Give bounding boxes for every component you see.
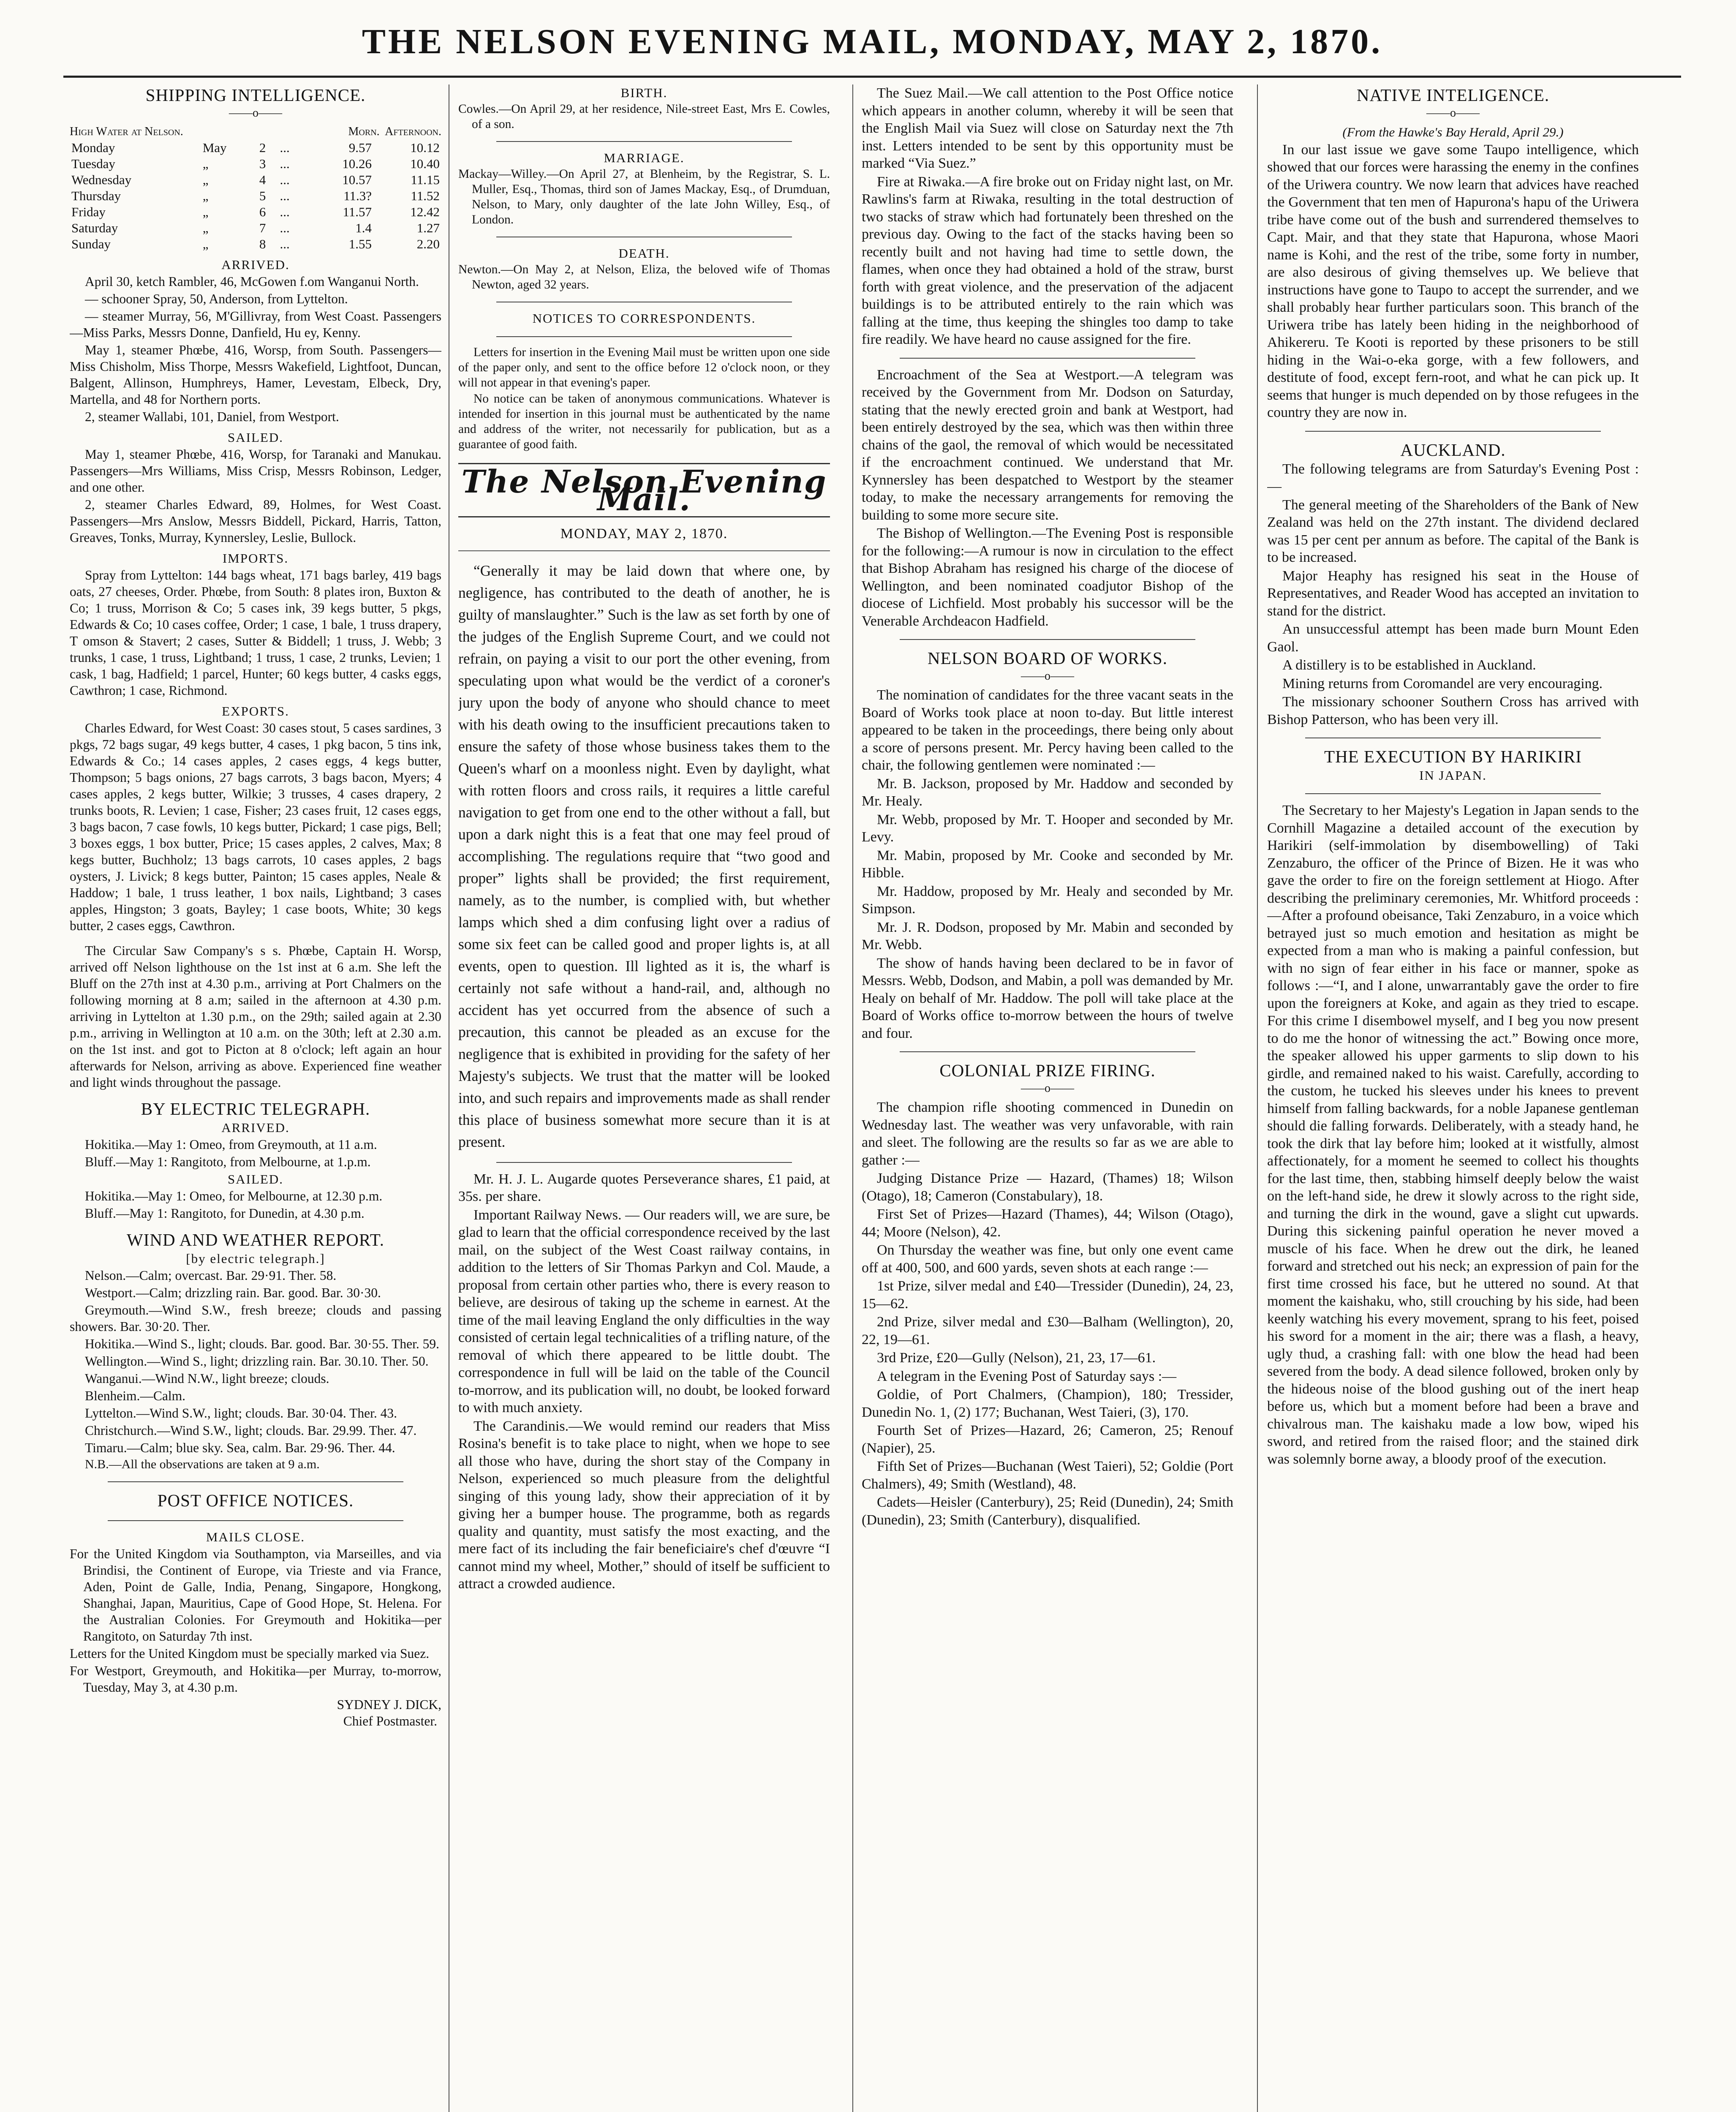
death-notice: Newton.—On May 2, at Nelson, Eliza, the beloved wife of Thomas Newton, aged 32 years. bbox=[458, 263, 830, 291]
column-3 bbox=[862, 84, 1233, 2112]
ornament: ——o—— bbox=[1021, 670, 1074, 683]
mails-close-heading: MAILS CLOSE. bbox=[206, 1530, 305, 1544]
tide-morn-label: Morn. bbox=[348, 125, 380, 138]
board-intro: The nomination of candidates for the three vacant seats in the Board of Works took place at noon to-day. But little interest appeared to be taken in the proceedings, there being only about a score of persons present. Mr. Percy having been called to the chair, the following gentlemen were nominated :— bbox=[862, 687, 1233, 773]
masthead: THE NELSON EVENING MAIL, MONDAY, MAY 2, 1870. bbox=[63, 14, 1681, 78]
divider bbox=[496, 336, 792, 337]
weather-entry: Wellington.—Wind S., light; drizzling rain. Bar. 30.10. Ther. 50. bbox=[85, 1354, 429, 1369]
tide-table-header bbox=[70, 123, 441, 140]
auckland-heading: AUCKLAND. bbox=[1400, 440, 1506, 460]
tide-label: High Water at Nelson. bbox=[70, 125, 183, 138]
encroachment-paragraph: Encroachment of the Sea at Westport.—A telegram was received by the Government from Mr. Dodson on Saturday, stating that the newly erected groin and bank at Westport, had been entirely destroyed by the sea, which was then within three chains of the gaol, the removal of which would be necessitated if the encroachment continued. We understand that Mr. Kynnersley has been despatched to Westport by the steamer today, to make the necessary arrangements for removing the building to some more secure site. bbox=[862, 367, 1233, 523]
death-heading: DEATH. bbox=[618, 246, 670, 261]
divider bbox=[900, 358, 1195, 359]
column-rule bbox=[852, 84, 853, 2112]
exports-heading: EXPORTS. bbox=[222, 704, 289, 719]
board-close: The show of hands having been declared to be in favor of Messrs. Webb, Dodson, and Mabin, a poll was demanded by Mr. Healy on behalf of Mr. Haddow. The poll will take place at the Board of Works office to-morrow between the hours of twelve and four. bbox=[862, 955, 1233, 1041]
tide-row: Thursday „ 5 ... 11.3? 11.52 bbox=[71, 188, 440, 203]
column-rule bbox=[1257, 84, 1258, 2112]
ornament: ——o—— bbox=[1021, 1082, 1074, 1095]
native-source: (From the Hawke's Bay Herald, April 29.) bbox=[1342, 125, 1564, 139]
prize-firing-heading: COLONIAL PRIZE FIRING. bbox=[939, 1061, 1156, 1080]
prize-entry: Fourth Set of Prizes—Hazard, 26; Cameron, 25; Renouf (Napier), 25. bbox=[862, 1423, 1233, 1456]
auckland-item: The general meeting of the Shareholders of the Bank of New Zealand was held on the 27th instant. The dividend declared was 15 per cent per annum as before. The capital of the Bank is to be increased. bbox=[1267, 497, 1639, 565]
phoebe-report: The Circular Saw Company's s s. Phœbe, Captain H. Worsp, arrived off Nelson lighthouse on the 1st inst at 6 a.m. She left the Bluff on the 27th inst at 4.30 p.m., arriving at Port Chalmers on the following morning at 8 a.m; sailed in the afternoon at 4.30 p.m. arriving in Lyttelton at 1.30 p.m., on the 29th; sailed again at 2.30 p.m., arriving in Wellington at 10 a.m. on the 30th; left at 2.30 a.m. on the 1st inst. and got to Picton at 8 o'clock; left again an hour afterwards for Nelson, arriving as above. Experienced fine weather and light winds throughout the passage. bbox=[70, 943, 441, 1090]
postmaster-title: Chief Postmaster. bbox=[343, 1714, 437, 1728]
mail-entry: For Westport, Greymouth, and Hokitika—per Murray, to-morrow, Tuesday, May 3, at 4.30 p.m. bbox=[70, 1663, 441, 1695]
tide-row: Wednesday „ 4 ... 10.57 11.15 bbox=[71, 172, 440, 187]
weather-entry: Nelson.—Calm; overcast. Bar. 29·91. Ther. 58. bbox=[85, 1268, 337, 1283]
harikiri-heading: THE EXECUTION BY HARIKIRI bbox=[1324, 747, 1582, 766]
leader-text: “Generally it may be laid down that where one, by negligence, has contributed to the death of another, he is guilty of manslaughter.” Such is the law as set forth by one of the judges of the English Supreme Court, and we could not refrain, on paying a visit to our port the other evening, from speculating upon what would be the verdict of a coroner's jury upon the body of anyone who should chance to meet with his death owing to the insufficient precautions taken to ensure the safety of those whose business takes them to the Queen's wharf on a moonless night. Even by daylight, what with rotten floors and cross rails, it requires a little careful navigation to get from one end to the other without a fall, but upon a dark night this is a feat that one may feel proud of accomplishing. The regulations require that “two good and proper” lights shall be provided; the first requirement, namely, as to the number, is complied with, but whether lamps which shed a dim confusing light over a radius of some six feet can be called good and proper lights is, at all events, open to question. Ill lighted as it is, the wharf is certainly not safe without a hand-rail, and, although no accident has yet occurred from the absence of such a precaution, this cannot be pleaded as an excuse for the negligence that is exhibited in providing for the safety of her Majesty's subjects. We trust that the matter will be looked into, and such repairs and improvements made as shall render this place of business somewhat more secure than it is at present. bbox=[458, 562, 830, 1150]
post-office-heading: POST OFFICE NOTICES. bbox=[157, 1491, 354, 1510]
telegraph-arrived-heading: ARRIVED. bbox=[221, 1120, 290, 1135]
prize-entry: Cadets—Heisler (Canterbury), 25; Reid (Dunedin), 24; Smith (Dunedin), 23; Smith (Canterbury), disqualified. bbox=[862, 1494, 1233, 1528]
column-4 bbox=[1267, 84, 1639, 2112]
telegraph-entry: Bluff.—May 1: Rangitoto, for Dunedin, at 4.30 p.m. bbox=[85, 1206, 365, 1221]
prize-entry: A telegram in the Evening Post of Saturday says :— bbox=[877, 1368, 1177, 1384]
tide-row: Sunday „ 8 ... 1.55 2.20 bbox=[71, 237, 440, 251]
notice-paragraph: Letters for insertion in the Evening Mail must be written upon one side of the paper only, and sent to the office before 12 o'clock noon, or they will not appear in that evening's paper. bbox=[458, 346, 830, 389]
column-1 bbox=[70, 84, 441, 2112]
arrival-entry: May 1, steamer Phœbe, 416, Worsp, from South. Passengers—Miss Chisholm, Miss Thorpe, Messrs Wakefield, Lightfoot, Duncan, Balgent, Allinson, Humphreys, Hamer, Levestam, Elbeck, Dry, Martella, and 48 for Northern ports. bbox=[70, 343, 441, 407]
prize-entry: On Thursday the weather was fine, but only one event came off at 400, 500, and 600 yards, seven shots at each range :— bbox=[862, 1242, 1233, 1276]
prize-entry: 1st Prize, silver medal and £40—Tressider (Dunedin), 24, 23, 15—62. bbox=[862, 1278, 1233, 1312]
divider bbox=[900, 639, 1195, 640]
nameplate: The Nelson Evening Mail. bbox=[458, 463, 830, 517]
auckland-item: A distillery is to be established in Auckland. bbox=[1282, 657, 1536, 673]
bishop-paragraph: The Bishop of Wellington.—The Evening Post is responsible for the following:—A rumour is now in circulation to the effect that Bishop Abraham has resigned his charge of the diocese of Wellington, and been nominated coadjutor Bishop of the diocese of Lichfield. Most probably his successor will be the Venerable Archdeacon Hadfield. bbox=[862, 525, 1233, 629]
notice-paragraph: No notice can be taken of anonymous communications. Whatever is intended for insertion in this journal must be authenticated by the name and address of the writer, not necessarily for publication, but as a guarantee of good faith. bbox=[458, 392, 830, 451]
divider bbox=[108, 1481, 403, 1482]
marriage-heading: MARRIAGE. bbox=[604, 150, 685, 165]
weather-heading: WIND AND WEATHER REPORT. bbox=[127, 1230, 384, 1249]
prize-entry: Judging Distance Prize — Hazard, (Thames) 18; Wilson (Otago), 18; Cameron (Constabulary), 18. bbox=[862, 1170, 1233, 1204]
notices-heading: NOTICES TO CORRESPONDENTS. bbox=[532, 311, 756, 326]
prize-entry: 3rd Prize, £20—Gully (Nelson), 21, 23, 17—61. bbox=[877, 1350, 1156, 1366]
postmaster-name: SYDNEY J. DICK, bbox=[337, 1697, 441, 1712]
birth-notice: Cowles.—On April 29, at her residence, Nile-street East, Mrs E. Cowles, of a son. bbox=[458, 102, 830, 131]
weather-entry: Westport.—Calm; drizzling rain. Bar. good. Bar. 30·30. bbox=[85, 1285, 381, 1300]
prize-entry: First Set of Prizes—Hazard (Thames), 44; Wilson (Otago), 44; Moore (Nelson), 42. bbox=[862, 1206, 1233, 1240]
sailing-entry: May 1, steamer Phœbe, 416, Worsp, for Taranaki and Manukau. Passengers—Mrs Williams, Miss Crisp, Messrs Robinson, Ledger, and one other. bbox=[70, 447, 441, 495]
mail-entry: For the United Kingdom via Southampton, via Marseilles, and via Brindisi, the Continent of Europe, via Trieste and via France, Aden, Point de Galle, India, Penang, Singapore, Hongkong, Shanghai, Japan, Mauritius, Cape of Good Hope, St. Helena. For the Australian Colonies. For Greymouth and Hokitika—per Rangitoto, on Saturday 7th inst. bbox=[70, 1546, 441, 1644]
weather-entry: Christchurch.—Wind S.W., light; clouds. Bar. 29.99. Ther. 47. bbox=[85, 1423, 417, 1438]
weather-subheading: [by electric telegraph.] bbox=[186, 1251, 325, 1266]
prize-entry: 2nd Prize, silver medal and £30—Balham (Wellington), 20, 22, 19—61. bbox=[862, 1314, 1233, 1347]
native-text: In our last issue we gave some Taupo intelligence, which showed that our forces were harassing the enemy in the confines of the Uriwera country. We now learn that advices have reached the Government that ten men of Hapurona's hapu of the Uriwera tribe have come out of the bush and surrendered themselves to Capt. Mair, and that they state that Hapurona, whose Maori name is Kohi, and the rest of the tribe, some forty in number, are also desirous of giving themselves up. We believe that instructions have gone to Taupo to accept the surrender, and we shall probably hear further particulars soon. This branch of the Uriwera tribe has lately been hiding in the neighborhood of Ahikereru. Te Kooti is reported by these prisoners to be still hiding in the Wai-o-eka gorge, with a few followers, and destitute of food, except fern-root, and what he can pick up. It seems that hunger is much depended on by those refugees in the country they are now in. bbox=[1267, 142, 1639, 420]
nomination: Mr. Haddow, proposed by Mr. Healy and seconded by Mr. Simpson. bbox=[862, 883, 1233, 917]
weather-entry: Lyttelton.—Wind S.W., light; clouds. Bar. 30·04. Ther. 43. bbox=[85, 1406, 397, 1421]
divider bbox=[1305, 793, 1601, 794]
weather-entry: Timaru.—Calm; blue sky. Sea, calm. Bar. 29·96. Ther. 44. bbox=[85, 1440, 395, 1455]
suez-paragraph: The Suez Mail.—We call attention to the Post Office notice which appears in another column, whereby it will be seen that the English Mail via Suez will close on Saturday next the 7th inst. Letters intended to be sent by this opportunity must be marked “Via Suez.” bbox=[862, 85, 1233, 171]
divider bbox=[1305, 431, 1601, 432]
ornament: ——o—— bbox=[229, 106, 282, 120]
board-of-works-heading: NELSON BOARD OF WORKS. bbox=[928, 648, 1167, 668]
tide-row: Saturday „ 7 ... 1.4 1.27 bbox=[71, 220, 440, 235]
harikiri-text: The Secretary to her Majesty's Legation in Japan sends to the Cornhill Magazine a detailed account of the execution by Harikiri (self-immolation by disembowelling) of Taki Zenzaburo, the officer of the Prince of Bizen. He it was who gave the order to fire on the foreign settlement at Hiogo. After describing the preliminary ceremonies, Mr. Whitford proceeds :—After a profound obeisance, Taki Zenzaburo, in a voice which betrayed just so much emotion and hesitation as might be expected from a man who is making a painful confession, but with no sign of fear either in his face or manner, spoke as follows :—“I, and I alone, unwarrantably gave the order to fire upon the foreigners at Koke, and again as they tried to escape. For this crime I disembowel myself, and I beg you now present to do me the honor of witnessing the act.” Bowing once more, the speaker allowed his upper garments to slip down to his girdle, and remained naked to his waist. Carefully, according to the custom, he tucked his sleeves under his knees to prevent himself from falling backwards, for a noble Japanese gentleman should die falling forwards. Deliberately, with a steady hand, he took the dirk that lay before him; looked at it wistfully, almost affectionately, for a moment he seemed to collect his thoughts for the last time, then, stabbing himself deeply below the waist on the left-hand side, he drew it slowly across to the right side, and turning the dirk in the wound, gave a slight cut upwards. During this sickening painful operation he never moved a muscle of his face. When he drew out the dirk, he leaned forward and stretched out his neck; an expression of pain for the first time crossed his face, but he uttered no sound. At that moment the kaishaku, who, still crouching by his side, had been keenly watching his every movement, sprang to his feet, poised his sword for a moment in the air; there was a flash, a heavy, ugly thud, a crashing fall: with one blow the head had been severed from the body. A dead silence followed, broken only by the hideous noise of the blood gushing out of the inert heap before us, which but a moment before had been a brave and chivalrous man. The kaishaku made a low bow, wiped his sword, and retired from the raised floor; and the stained dirk was solemnly borne away, a bloody proof of the execution. bbox=[1267, 803, 1639, 1467]
arrival-entry: 2, steamer Wallabi, 101, Daniel, from Westport. bbox=[85, 409, 339, 424]
nomination: Mr. B. Jackson, proposed by Mr. Haddow and seconded by Mr. Healy. bbox=[862, 776, 1233, 809]
weather-entry: Blenheim.—Calm. bbox=[85, 1388, 185, 1403]
mail-entry: Letters for the United Kingdom must be specially marked via Suez. bbox=[70, 1646, 430, 1661]
telegraph-entry: Hokitika.—May 1: Omeo, for Melbourne, at 12.30 p.m. bbox=[85, 1189, 383, 1203]
telegraph-heading: BY ELECTRIC TELEGRAPH. bbox=[141, 1099, 370, 1119]
nomination: Mr. Webb, proposed by Mr. T. Hooper and seconded by Mr. Levy. bbox=[862, 811, 1233, 845]
fire-paragraph: Fire at Riwaka.—A fire broke out on Friday night last, on Mr. Rawlins's farm at Riwaka, resulting in the total destruction of two stacks of straw which had fortunately been threshed on the previous day. Owing to the fact of the stacks having been so recently built and not having had time to settle down, the flames, when once they had obtained a hold of the straw, burst forth with great violence, and the preservation of the adjacent buildings is to be attributed entirely to the rain which was falling at the time, thus keeping the shingles too damp to take fire readily. We have heard no cause assigned for the fire. bbox=[862, 174, 1233, 347]
shipping-heading: SHIPPING INTELLIGENCE. bbox=[145, 85, 366, 105]
auckland-item: An unsuccessful attempt has been made burn Mount Eden Gaol. bbox=[1267, 621, 1639, 655]
marriage-notice: Mackay—Willey.—On April 27, at Blenheim, by the Registrar, S. L. Muller, Esq., Thomas, third son of James Mackay, Esq., of Drumduan, Nelson, to Mary, only daughter of the late John Willey, Esq., of London. bbox=[458, 167, 830, 226]
auckland-item: The following telegrams are from Saturday's Evening Post :— bbox=[1267, 461, 1639, 494]
telegraph-entry: Hokitika.—May 1: Omeo, from Greymouth, at 11 a.m. bbox=[85, 1137, 377, 1152]
arrival-entry: — steamer Murray, 56, M'Gillivray, from West Coast. Passengers—Miss Parks, Messrs Donne, Danfield, Hu ey, Kenny. bbox=[70, 309, 441, 340]
divider bbox=[496, 1162, 792, 1163]
publication-date: MONDAY, MAY 2, 1870. bbox=[458, 517, 830, 551]
augarde-paragraph: Mr. H. J. L. Augarde quotes Perseverance shares, £1 paid, at 35s. per share. bbox=[458, 1171, 830, 1204]
birth-heading: BIRTH. bbox=[620, 85, 668, 100]
arrived-heading: ARRIVED. bbox=[221, 257, 290, 272]
ornament: ——o—— bbox=[1426, 106, 1480, 120]
railway-paragraph: Important Railway News. — Our readers will, we are sure, be glad to learn that the official correspondence received by the last mail, on the subject of the West Coast railway contains, in addition to the letters of Sir Thomas Parkyn and Col. Maude, a proposal from certain other parties who, there is every reason to believe, are desirous of taking up the scheme in earnest. At the time of the mail leaving England the only difficulties in the way consisted of certain legal technicalities of a trifling nature, of the removal of which there appeared to be little doubt. The correspondence in full will be laid on the table of the Council to-morrow, and its publication will, no doubt, be looked forward to with much anxiety. bbox=[458, 1207, 830, 1415]
auckland-item: Mining returns from Coromandel are very encouraging. bbox=[1282, 675, 1603, 691]
prize-intro: The champion rifle shooting commenced in Dunedin on Wednesday last. The weather was very unfavorable, with rain and sleet. The following are the results so far as we are able to gather :— bbox=[862, 1100, 1233, 1168]
prize-entry: Fifth Set of Prizes—Buchanan (West Taieri), 52; Goldie (Port Chalmers), 49; Smith (Westland), 48. bbox=[862, 1459, 1233, 1492]
sailing-entry: 2, steamer Charles Edward, 89, Holmes, for West Coast. Passengers—Mrs Anslow, Messrs Biddell, Pickard, Harris, Tatton, Greaves, Tonks, Murray, Kynnersley, Leslie, Bullock. bbox=[70, 497, 441, 545]
imports-text: Spray from Lyttelton: 144 bags wheat, 171 bags barley, 419 bags oats, 27 cheeses, Order. Phœbe, from South: 8 plates iron, Buxton & Co; 1 truss, Morrison & Co; 5 cases ink, 39 kegs butter, 5 pkgs, Edwards & Co; 10 cases coffee, Order; 1 case, 1 bale, 1 truss drapery, T omson & Stavert; 2 cases, Sutter & Biddell; 1 truss, J. Webb; 3 trunks, 1 case, 1 truss, Lightband; 1 truss, 1 case, 2 trunks, Levien; 1 cask, 1 bag, Hadfield; 1 parcel, Hunter; 60 kegs butter, 4 casks eggs, Cawthron; 1 case, Richmond. bbox=[70, 568, 441, 698]
auckland-item: Major Heaphy has resigned his seat in the House of Representatives, and Reader Wood has accepted an invitation to stand for the district. bbox=[1267, 568, 1639, 619]
weather-entry: Greymouth.—Wind S.W., fresh breeze; clouds and passing showers. Bar. 30·20. Ther. bbox=[70, 1303, 441, 1334]
tide-row: Tuesday „ 3 ... 10.26 10.40 bbox=[71, 156, 440, 171]
prize-entry: Goldie, of Port Chalmers, (Champion), 180; Tressider, Dunedin No. 1, (2) 177; Buchanan, West Taieri, (3), 170. bbox=[862, 1387, 1233, 1420]
tide-aft-label: Afternoon. bbox=[385, 125, 441, 138]
nomination: Mr. Mabin, proposed by Mr. Cooke and seconded by Mr. Hibble. bbox=[862, 847, 1233, 881]
tide-table bbox=[70, 140, 441, 252]
exports-text: Charles Edward, for West Coast: 30 cases stout, 5 cases sardines, 3 pkgs, 72 bags sugar, 49 kegs butter, 4 cases, 1 pkg bacon, 5 tins ink, Edwards & Co.; 14 cases apples, 2 cases eggs, 4 kegs butter, Thompson; 5 bags onions, 27 bags carrots, 3 bags bacon, Myers; 4 cases apples, 2 kegs butter, Wilkie; 3 trusses, 4 cases drapery, 2 trunks boots, R. Levien; 1 case, Fisher; 23 cases fruit, 12 cases eggs, 3 bags bacon, 7 case fowls, 10 kegs butter, Pickard; 1 case pigs, Bell; 3 boxes eggs, 1 box butter, Price; 15 cases apples, 2 calves, Max; 8 kegs butter, Buchholz; 13 bags carrots, 10 cases apples, 2 bags oysters, J. Livick; 8 kegs butter, Painton; 15 cases apples, Neale & Haddow; 1 bale, 1 truss leather, 1 box nails, Lightband; 3 cases apples, Hingston; 3 goats, Bayley; 1 case boots, White; 30 kegs butter, 2 cases eggs, Cawthron. bbox=[70, 721, 441, 933]
harikiri-subheading: IN JAPAN. bbox=[1419, 768, 1487, 783]
arrival-entry: April 30, ketch Rambler, 46, McGowen f.om Wanganui North. bbox=[85, 274, 419, 289]
nomination: Mr. J. R. Dodson, proposed by Mr. Mabin and seconded by Mr. Webb. bbox=[862, 919, 1233, 953]
weather-note: N.B.—All the observations are taken at 9 a.m. bbox=[85, 1457, 320, 1471]
divider bbox=[900, 1051, 1195, 1052]
auckland-item: The missionary schooner Southern Cross has arrived with Bishop Patterson, who has been very ill. bbox=[1267, 694, 1639, 727]
divider bbox=[108, 1520, 403, 1521]
telegraph-sailed-heading: SAILED. bbox=[228, 1172, 283, 1187]
divider bbox=[496, 141, 792, 142]
column-2 bbox=[458, 84, 830, 2112]
native-intelligence-heading: NATIVE INTELIGENCE. bbox=[1356, 85, 1550, 105]
leading-article bbox=[458, 560, 830, 1153]
tide-row: Monday May 2 ... 9.57 10.12 bbox=[71, 140, 440, 155]
carandinis-paragraph: The Carandinis.—We would remind our readers that Miss Rosina's benefit is to take place to night, when we hope to see all those who have, during the short stay of the Company in Nelson, experienced so much pleasure from the delightful singing of this young lady, show their appreciation of it by giving her a bumper house. The programme, both as regards quality and quantity, must satisfy the most exacting, and the mere fact of its including the fair beneficiaire's chef d'œuvre “I cannot mind my wheel, Mother,” should of itself be sufficient to attract a crowded audience. bbox=[458, 1418, 830, 1592]
weather-entry: Hokitika.—Wind S., light; clouds. Bar. good. Bar. 30·55. Ther. 59. bbox=[85, 1336, 439, 1351]
tide-row: Friday „ 6 ... 11.57 12.42 bbox=[71, 204, 440, 219]
telegraph-entry: Bluff.—May 1: Rangitoto, from Melbourne, at 1.p.m. bbox=[85, 1154, 371, 1169]
weather-entry: Wanganui.—Wind N.W., light breeze; clouds. bbox=[85, 1371, 329, 1386]
arrival-entry: — schooner Spray, 50, Anderson, from Lyttelton. bbox=[85, 291, 348, 306]
imports-heading: IMPORTS. bbox=[222, 551, 289, 566]
sailed-heading: SAILED. bbox=[228, 430, 283, 445]
